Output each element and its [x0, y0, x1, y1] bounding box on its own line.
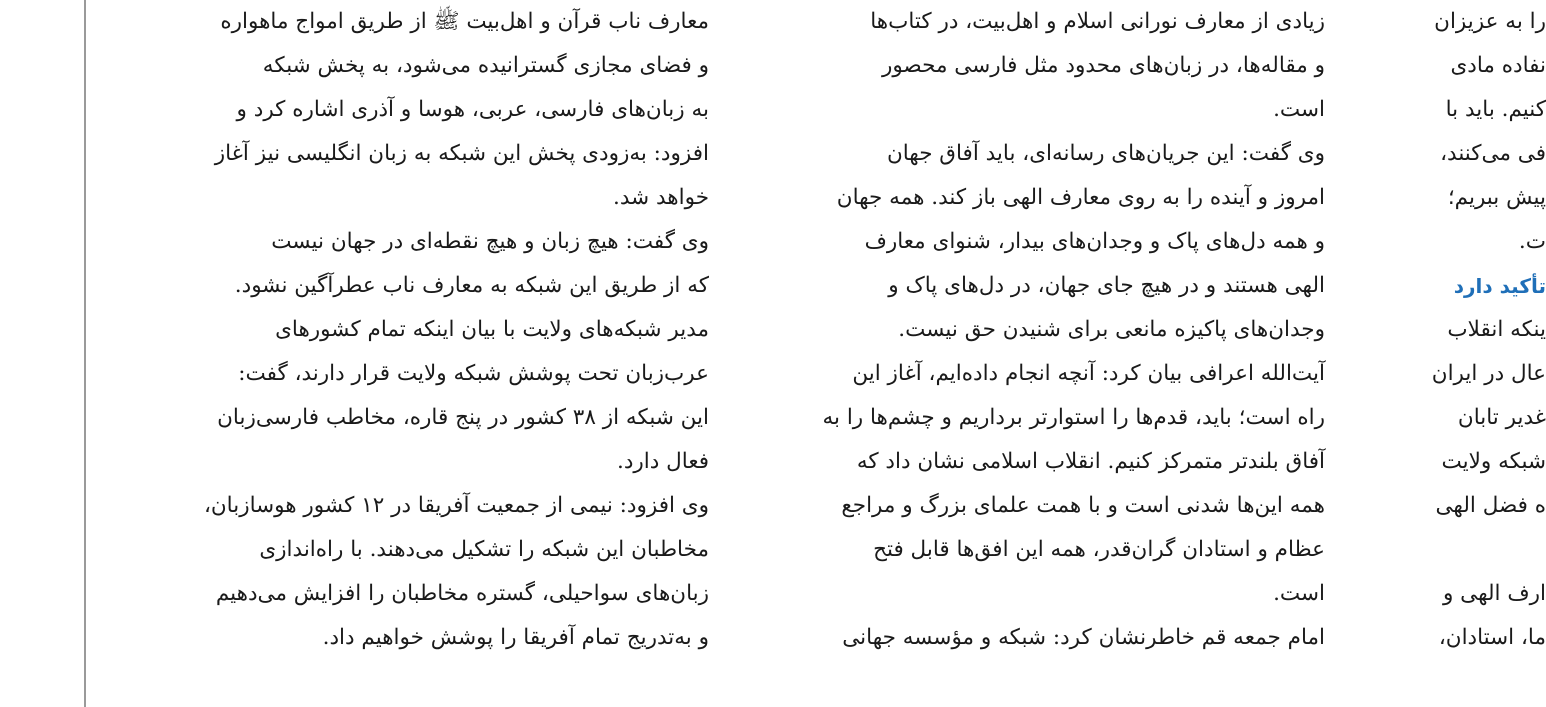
text-line: شبکه ولایت	[1441, 449, 1546, 474]
text-line: ما، استادان،	[1438, 625, 1546, 650]
text-line: وی گفت: این جریان‌های رسانه‌ای، باید آفاق جهان	[886, 141, 1325, 166]
text-line: امروز و آینده را به روی معارف الهی باز کند. همه جهان	[836, 185, 1325, 210]
text-line: و مقاله‌ها، در زبان‌های محدود مثل فارسی محصور	[881, 53, 1325, 78]
text-line: و فضای مجازی گسترانیده می‌شود، به پخش شبکه	[262, 53, 709, 78]
article-column-left	[103, 0, 709, 707]
section-subheading: تأکید دارد	[1453, 274, 1546, 298]
text-line: به زبان‌های فارسی، عربی، هوسا و آذری اشاره کرد و	[236, 97, 709, 122]
text-line: این شبکه از ۳۸ کشور در پنج قاره، مخاطب فارسی‌زبان	[217, 405, 709, 430]
text-line: پیش ببریم؛	[1447, 185, 1546, 210]
text-line: وجدان‌های پاکیزه مانعی برای شنیدن حق نیست.	[898, 317, 1325, 342]
text-line: ینکه انقلاب	[1447, 317, 1546, 342]
text-line: راه است؛ باید، قدم‌ها را استوارتر برداریم و چشم‌ها را به	[822, 405, 1325, 430]
article-column-middle	[735, 0, 1325, 707]
text-line: فعال دارد.	[617, 449, 709, 474]
text-line: ت.	[1518, 229, 1546, 254]
text-line: فی می‌کنند،	[1440, 141, 1546, 166]
text-line: زبان‌های سواحیلی، گستره مخاطبان را افزایش می‌دهیم	[215, 581, 709, 606]
text-line: کنیم. باید با	[1445, 97, 1546, 122]
text-line: است.	[1273, 97, 1325, 122]
text-line: ه فضل الهی	[1435, 493, 1546, 518]
left-margin	[0, 0, 84, 707]
text-line: همه این‌ها شدنی است و با همت علمای بزرگ و مراجع	[841, 493, 1325, 518]
text-line: و به‌تدریج تمام آفریقا را پوشش خواهیم داد.	[322, 625, 709, 650]
column-divider	[84, 0, 86, 707]
text-line: ارف الهی و	[1442, 581, 1546, 606]
text-line: آیت‌الله اعرافی بیان کرد: آنچه انجام داده‌ایم، آغاز این	[852, 361, 1325, 386]
text-line: زیادی از معارف نورانی اسلام و اهل‌بیت، در کتاب‌ها	[870, 9, 1325, 34]
article-column-right	[1346, 0, 1546, 707]
text-line: افزود: به‌زودی پخش این شبکه به زبان انگلیسی نیز آغاز	[214, 141, 709, 166]
text-line: آفاق بلندتر متمرکز کنیم. انقلاب اسلامی نشان داد که	[856, 449, 1325, 474]
text-line: را به عزیزان	[1434, 9, 1546, 34]
text-line: الهی هستند و در هیچ جای جهان، در دل‌های پاک و	[888, 273, 1325, 298]
text-line: است.	[1273, 581, 1325, 606]
text-line: غدیر تابان	[1457, 405, 1546, 430]
text-line: خواهد شد.	[613, 185, 709, 210]
text-line: نفاده مادی	[1450, 53, 1546, 78]
text-line: مخاطبان این شبکه را تشکیل می‌دهند. با راه‌اندازی	[259, 537, 709, 562]
text-line: عال در ایران	[1431, 361, 1546, 386]
text-line: که از طریق این شبکه به معارف ناب عطرآگین نشود.	[234, 273, 709, 298]
text-line: معارف ناب قرآن و اهل‌بیت ﷺ از طریق امواج ماهواره	[220, 9, 709, 34]
text-line: وی افزود: نیمی از جمعیت آفریقا در ۱۲ کشور هوسازبان،	[203, 493, 709, 518]
text-line: و همه دل‌های پاک و وجدان‌های بیدار، شنوای معارف	[864, 229, 1325, 254]
text-line: عظام و استادان گران‌قدر، همه این افق‌ها قابل فتح	[873, 537, 1325, 562]
text-line: مدیر شبکه‌های ولایت با بیان اینکه تمام کشورهای	[275, 317, 709, 342]
text-line: وی گفت: هیچ زبان و هیچ نقطه‌ای در جهان نیست	[271, 229, 709, 254]
blank-line	[1346, 528, 1546, 572]
text-line: امام جمعه قم خاطرنشان کرد: شبکه و مؤسسه جهانی	[842, 625, 1325, 650]
text-line: عرب‌زبان تحت پوشش شبکه ولایت قرار دارند، گفت:	[238, 361, 709, 386]
